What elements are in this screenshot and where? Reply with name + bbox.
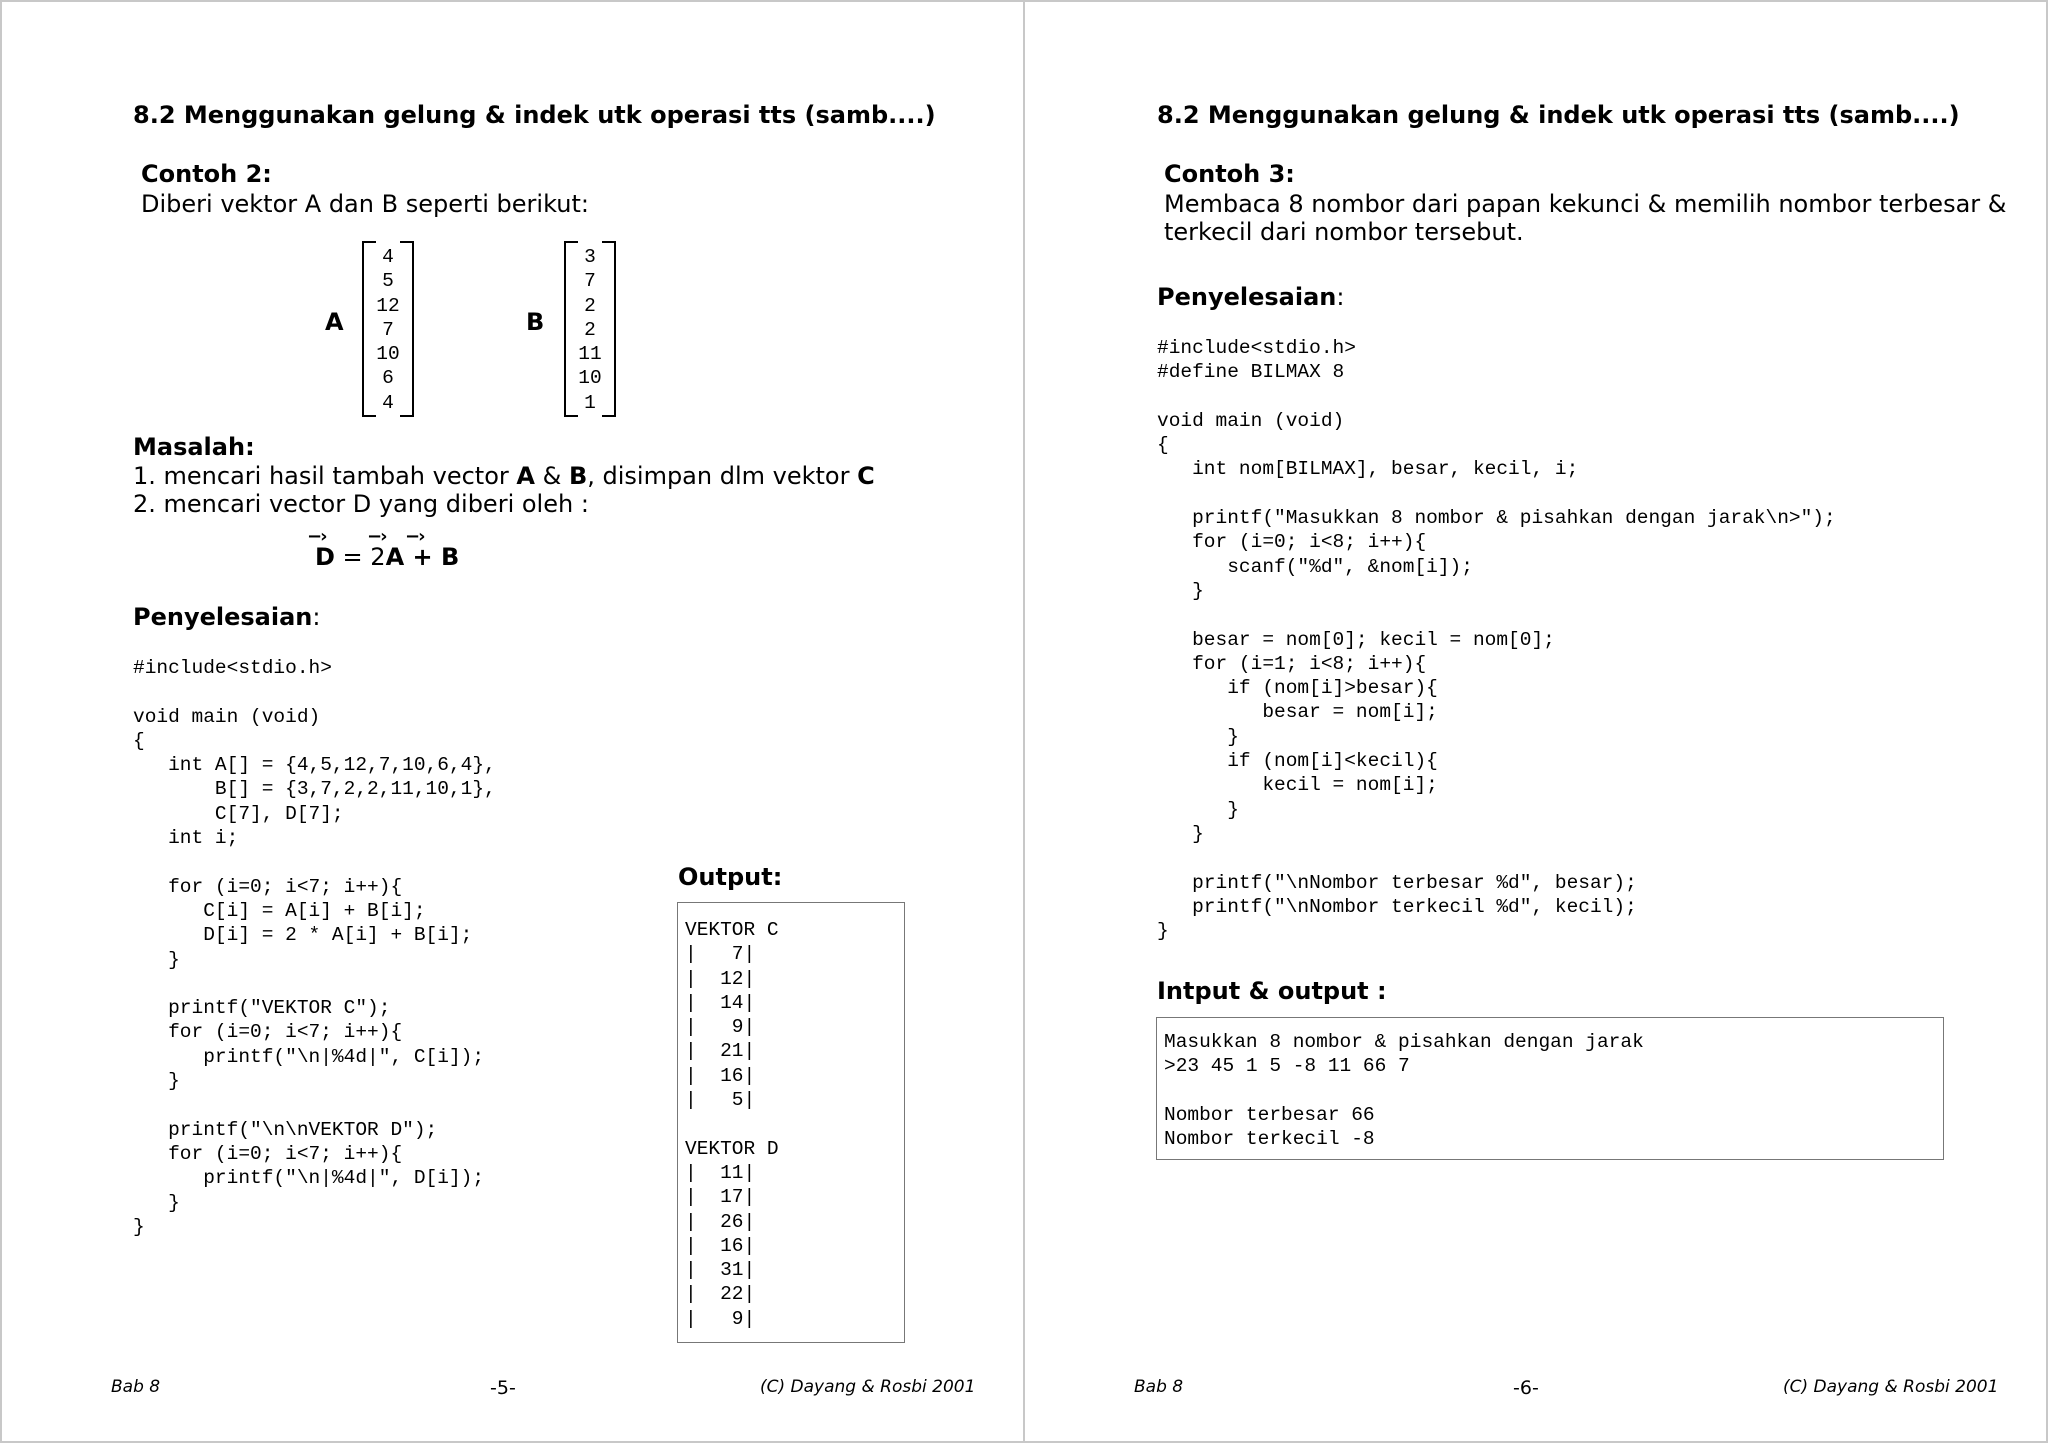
vector-b-value: 2	[584, 318, 596, 341]
problem-1	[133, 462, 875, 490]
vector-a-value: 5	[382, 270, 394, 293]
vector-b-value: 11	[578, 343, 602, 366]
vector-a-value: 7	[382, 318, 394, 341]
vector-a-value: 4	[382, 246, 394, 268]
solution-title	[1157, 283, 1344, 311]
vector-b-matrix	[564, 241, 616, 417]
solution-title-text: Penyelesaian	[1157, 283, 1337, 311]
io-box	[1156, 1017, 1944, 1160]
footer-chapter: Bab 8	[1134, 1377, 1184, 1397]
formula	[315, 543, 459, 571]
vector-b-value: 7	[584, 270, 596, 293]
problem-1-c: C	[857, 462, 875, 490]
vector-a-value: 10	[376, 343, 400, 366]
output-text: VEKTOR C | 7| | 12| | 14| | 9| | 21| | 16| | 5| VEKTOR D | 11| | 17| | 26| | 16| | 31| | 22| | 9|	[685, 919, 779, 1330]
formula-a: A	[385, 543, 405, 571]
example-title: Contoh 2:	[141, 160, 272, 188]
page-left	[0, 0, 1025, 1443]
io-text: Masukkan 8 nombor & pisahkan dengan jarak >23 45 1 5 -8 11 66 7 Nombor terbesar 66 Nombor terkecil -8	[1164, 1031, 1644, 1151]
vector-a-value: 12	[376, 294, 400, 317]
solution-colon: :	[312, 603, 321, 631]
solution-title	[133, 603, 320, 631]
example-title: Contoh 3:	[1164, 160, 1295, 188]
solution-title-text: Penyelesaian	[133, 603, 313, 631]
vector-a-value: 4	[382, 391, 394, 414]
io-title: Intput & output :	[1157, 977, 1387, 1005]
problem-1-b: B	[568, 462, 588, 490]
arrow-b-icon: −›	[405, 526, 424, 547]
formula-d: D	[315, 543, 335, 571]
footer-page-number: -5-	[490, 1377, 516, 1399]
vector-b-value: 2	[584, 294, 596, 317]
footer-page-number: -6-	[1513, 1377, 1539, 1399]
problem-1-text: 1. mencari hasil tambah vector	[133, 462, 517, 490]
vector-a-matrix	[362, 241, 414, 417]
problem-1-amp: &	[534, 462, 569, 490]
example-description-line-2: terkecil dari nombor tersebut.	[1164, 218, 1524, 246]
vector-a-value: 6	[382, 367, 394, 390]
problem-title: Masalah:	[133, 433, 255, 461]
example-description-line-1: Membaca 8 nombor dari papan kekunci & memilih nombor terbesar &	[1164, 190, 2007, 218]
formula-b: B	[440, 543, 460, 571]
vector-b-values	[564, 241, 616, 415]
footer-copyright: (C) Dayang & Rosbi 2001	[1783, 1377, 1999, 1397]
problem-2: 2. mencari vector D yang diberi oleh :	[133, 490, 589, 518]
page-right	[1023, 0, 2048, 1443]
code-block: #include<stdio.h> #define BILMAX 8 void main (void) { int nom[BILMAX], besar, kecil, i; printf("Masukkan 8 nombor & pisahkan dengan jarak\n>"); for (i=0; i<8; i++){ scanf("%d", &nom[i]); } besar = nom[0]; kecil = nom[0]; for (i=1; i<8; i++){ if (nom[i]>besar){ besar = nom[i]; } if (nom[i]<kecil){ kecil = nom[i]; } } printf("\nNombor terbesar %d", besar); printf("\nNombor terkecil %d", kecil); }	[1157, 337, 1836, 943]
vector-b-value: 10	[578, 367, 602, 390]
code-block: #include<stdio.h> void main (void) { int A[] = {4,5,12,7,10,6,4}, B[] = {3,7,2,2,11,10,1}, C[7], D[7]; int i; for (i=0; i<7; i++){ C[i] = A[i] + B[i]; D[i] = 2 * A[i] + B[i]; } printf("VEKTOR C"); for (i=0; i<7; i++){ printf("\n|%4d|", C[i]); } printf("\n\nVEKTOR D"); for (i=0; i<7; i++){ printf("\n|%4d|", D[i]); } }	[133, 657, 496, 1238]
formula-plus: +	[404, 543, 441, 571]
problem-1-mid: , disimpan dlm vektor	[587, 462, 858, 490]
example-description: Diberi vektor A dan B seperti berikut:	[141, 190, 589, 218]
vector-b-value: 3	[584, 246, 596, 268]
vector-b-label: B	[526, 308, 545, 336]
vector-a-label: A	[325, 308, 344, 336]
arrow-d-icon: −›	[307, 526, 326, 547]
problem-1-a: A	[516, 462, 535, 490]
footer-chapter: Bab 8	[111, 1377, 161, 1397]
formula-eq: = 2	[334, 543, 386, 571]
page-heading: 8.2 Menggunakan gelung & indek utk operasi tts (samb....)	[133, 101, 936, 129]
footer-copyright: (C) Dayang & Rosbi 2001	[760, 1377, 976, 1397]
vector-b-value: 1	[584, 391, 596, 414]
output-title: Output:	[678, 863, 783, 891]
solution-colon: :	[1336, 283, 1345, 311]
vector-a-values	[362, 241, 414, 415]
arrow-a-icon: −›	[367, 526, 386, 547]
page-heading: 8.2 Menggunakan gelung & indek utk operasi tts (samb....)	[1157, 101, 1960, 129]
output-box	[677, 902, 905, 1343]
